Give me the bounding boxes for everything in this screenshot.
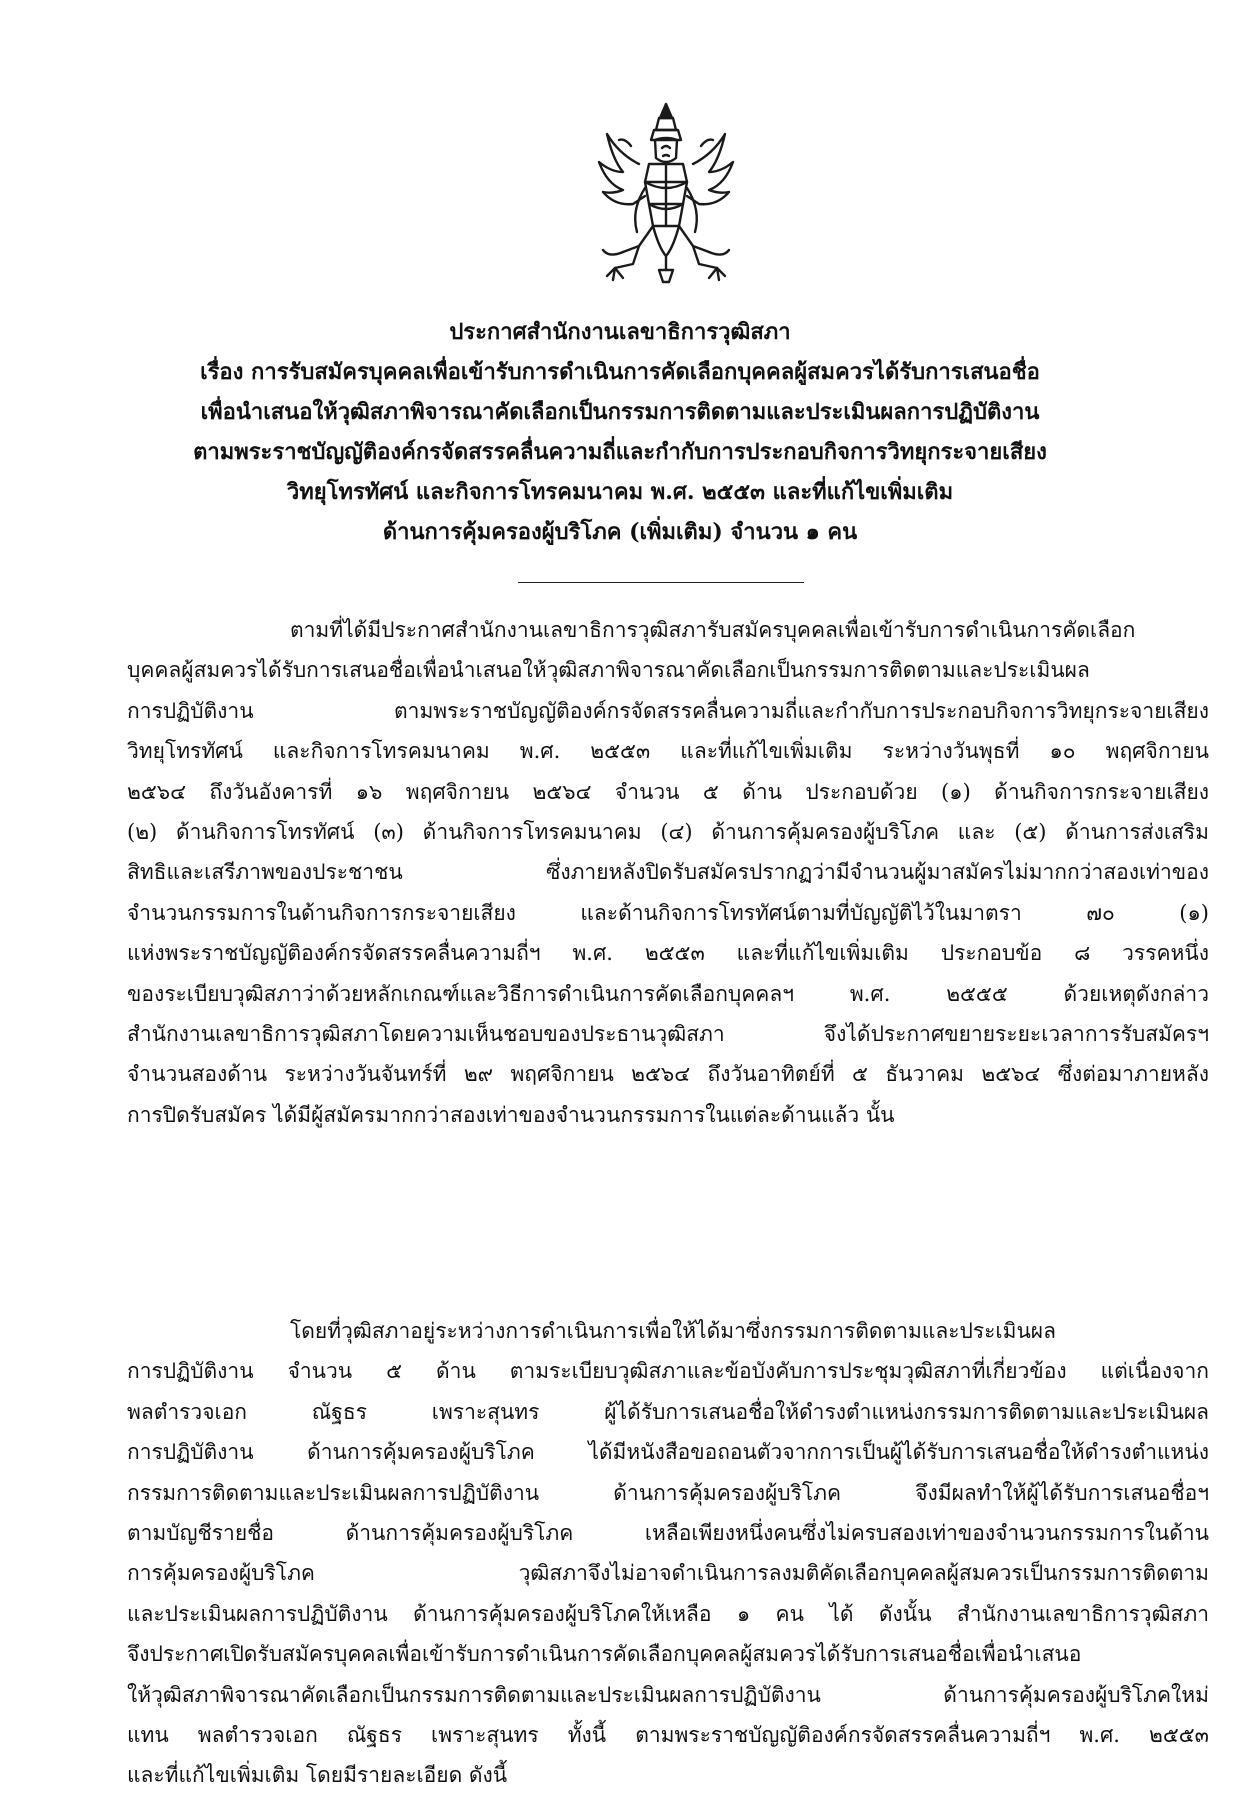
paragraph-line: และประเมินผลการปฏิบัติงาน ด้านการคุ้มครองผู้บริโภคให้เหลือ ๑ คน ได้ ดังนั้น สำนักงานเลขาธิการวุฒิสภา bbox=[127, 1601, 1209, 1626]
paragraph-line: และที่แก้ไขเพิ่มเติม โดยมีรายละเอียด ดังนี้ bbox=[127, 1763, 508, 1788]
paragraph-line: แทน พลตำรวจเอก ณัฐธร เพราะสุนทร ทั้งนี้ ตามพระราชบัญญัติองค์กรจัดสรรคลื่นความถี่ฯ พ.ศ. ๒๕๕๓ bbox=[127, 1723, 1209, 1748]
paragraph-line: สำนักงานเลขาธิการวุฒิสภาโดยความเห็นชอบของประธานวุฒิสภา จึงได้ประกาศขยายระยะเวลาการรับสมัครฯ bbox=[127, 1022, 1209, 1047]
paragraph-line: การปฏิบัติงาน ด้านการคุ้มครองผู้บริโภค ได้มีหนังสือขอถอนตัวจากการเป็นผู้ได้รับการเสนอชื่อให้ดำรงตำแหน่ง bbox=[127, 1440, 1209, 1465]
announcement-header bbox=[100, 312, 1140, 552]
paragraph-line: ตามที่ได้มีประกาศสำนักงานเลขาธิการวุฒิสภารับสมัครบุคคลเพื่อเข้ารับการดำเนินการคัดเลือก bbox=[290, 618, 1136, 642]
paragraph-line: สิทธิและเสรีภาพของประชาชน ซึ่งภายหลังปิดรับสมัครปรากฏว่ามีจำนวนผู้มาสมัครไม่มากกว่าสองเท่าของ bbox=[127, 860, 1209, 885]
body-paragraph-1 bbox=[127, 610, 1209, 1135]
paragraph-line: กรรมการติดตามและประเมินผลการปฏิบัติงาน ด้านการคุ้มครองผู้บริโภค จึงมีผลทำให้ผู้ได้รับการเสนอชื่อฯ bbox=[127, 1480, 1209, 1505]
paragraph-line: การปฏิบัติงาน จำนวน ๕ ด้าน ตามระเบียบวุฒิสภาและข้อบังคับการประชุมวุฒิสภาที่เกี่ยวข้อง แต่เนื่องจาก bbox=[127, 1359, 1209, 1384]
body-paragraph-2 bbox=[127, 1311, 1209, 1796]
paragraph-line: แห่งพระราชบัญญัติองค์กรจัดสรรคลื่นความถี่ฯ พ.ศ. ๒๕๕๓ และที่แก้ไขเพิ่มเติม ประกอบข้อ ๘ วรรคหนึ่ง bbox=[127, 941, 1209, 966]
paragraph-line: พลตำรวจเอก ณัฐธร เพราะสุนทร ผู้ได้รับการเสนอชื่อให้ดำรงตำแหน่งกรรมการติดตามและประเมินผล bbox=[127, 1399, 1209, 1424]
paragraph-line: การคุ้มครองผู้บริโภค วุฒิสภาจึงไม่อาจดำเนินการลงมติคัดเลือกบุคคลผู้สมควรเป็นกรรมการติดตาม bbox=[127, 1561, 1209, 1586]
paragraph-line: วิทยุโทรทัศน์ และกิจการโทรคมนาคม พ.ศ. ๒๕๕๓ และที่แก้ไขเพิ่มเติม ระหว่างวันพุธที่ ๑๐ พฤศจิกายน bbox=[127, 739, 1209, 764]
paragraph-line: จึงประกาศเปิดรับสมัครบุคคลเพื่อเข้ารับการดำเนินการคัดเลือกบุคคลผู้สมควรได้รับการเสนอชื่อเพื่อนำเสนอ bbox=[127, 1642, 1082, 1667]
paragraph-line: (๒) ด้านกิจการโทรทัศน์ (๓) ด้านกิจการโทรคมนาคม (๔) ด้านการคุ้มครองผู้บริโภค และ (๕) ด้านการส่งเสริม bbox=[127, 820, 1209, 845]
announcement-subject-line: ตามพระราชบัญญัติองค์กรจัดสรรคลื่นความถี่และกำกับการประกอบกิจการวิทยุกระจายเสียง bbox=[193, 439, 1047, 465]
announcement-issuer: ประกาศสำนักงานเลขาธิการวุฒิสภา bbox=[449, 319, 791, 345]
paragraph-line: การปฏิบัติงาน ตามพระราชบัญญัติองค์กรจัดสรรคลื่นความถี่และกำกับการประกอบกิจการวิทยุกระจายเสียง bbox=[127, 698, 1209, 723]
announcement-subject-line: ด้านการคุ้มครองผู้บริโภค (เพิ่มเติม) จำนวน ๑ คน bbox=[382, 519, 858, 545]
header-divider bbox=[518, 582, 804, 583]
paragraph-line: ตามบัญชีรายชื่อ ด้านการคุ้มครองผู้บริโภค เหลือเพียงหนึ่งคนซึ่งไม่ครบสองเท่าของจำนวนกรรมการในด้าน bbox=[127, 1521, 1209, 1546]
announcement-subject-line: เพื่อนำเสนอให้วุฒิสภาพิจารณาคัดเลือกเป็นกรรมการติดตามและประเมินผลการปฏิบัติงาน bbox=[200, 399, 1040, 425]
garuda-emblem-icon bbox=[579, 100, 753, 290]
announcement-subject-line: วิทยุโทรทัศน์ และกิจการโทรคมนาคม พ.ศ. ๒๕๕๓ และที่แก้ไขเพิ่มเติม bbox=[286, 479, 954, 505]
paragraph-line: จำนวนสองด้าน ระหว่างวันจันทร์ที่ ๒๙ พฤศจิกายน ๒๕๖๔ ถึงวันอาทิตย์ที่ ๕ ธันวาคม ๒๕๖๔ ซึ่งต่อมาภายหลัง bbox=[127, 1062, 1209, 1087]
paragraph-line: ของระเบียบวุฒิสภาว่าด้วยหลักเกณฑ์และวิธีการดำเนินการคัดเลือกบุคคลฯ พ.ศ. ๒๕๕๕ ด้วยเหตุดังกล่าว bbox=[127, 981, 1209, 1006]
paragraph-line: ๒๕๖๔ ถึงวันอังคารที่ ๑๖ พฤศจิกายน ๒๕๖๔ จำนวน ๕ ด้าน ประกอบด้วย (๑) ด้านกิจการกระจายเสียง bbox=[127, 779, 1209, 804]
announcement-subject: เรื่อง การรับสมัครบุคคลเพื่อเข้ารับการดำเนินการคัดเลือกบุคคลผู้สมควรได้รับการเสนอชื่อ bbox=[200, 359, 1040, 385]
paragraph-line: การปิดรับสมัคร ได้มีผู้สมัครมากกว่าสองเท่าของจำนวนกรรมการในแต่ละด้านแล้ว นั้น bbox=[127, 1102, 895, 1127]
paragraph-line: โดยที่วุฒิสภาอยู่ระหว่างการดำเนินการเพื่อให้ได้มาซึ่งกรรมการติดตามและประเมินผล bbox=[290, 1319, 1056, 1343]
paragraph-line: บุคคลผู้สมควรได้รับการเสนอชื่อเพื่อนำเสนอให้วุฒิสภาพิจารณาคัดเลือกเป็นกรรมการติดตามและประเมินผล bbox=[127, 658, 1090, 683]
paragraph-line: จำนวนกรรมการในด้านกิจการกระจายเสียง และด้านกิจการโทรทัศน์ตามที่บัญญัติไว้ในมาตรา ๗๐ (๑) bbox=[127, 900, 1209, 925]
paragraph-line: ให้วุฒิสภาพิจารณาคัดเลือกเป็นกรรมการติดตามและประเมินผลการปฏิบัติงาน ด้านการคุ้มครองผู้บริโภคใหม่ bbox=[127, 1682, 1209, 1707]
